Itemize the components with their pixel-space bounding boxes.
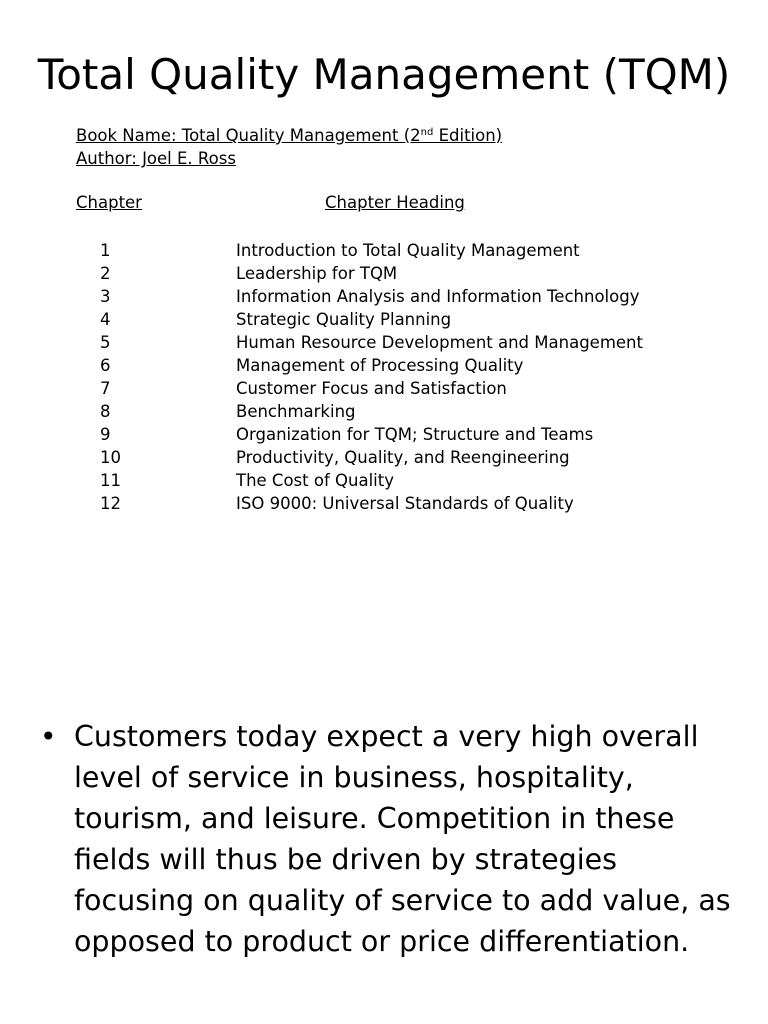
chapter-row xyxy=(0,331,768,354)
chapter-number: 4 xyxy=(100,310,111,329)
book-name-suffix: Edition) xyxy=(433,126,503,145)
chapter-row xyxy=(0,423,768,446)
chapter-number: 11 xyxy=(100,471,121,490)
book-info xyxy=(76,124,502,170)
chapter-number: 2 xyxy=(100,264,111,283)
chapter-title: Customer Focus and Satisfaction xyxy=(236,379,507,398)
chapter-title: Information Analysis and Information Technology xyxy=(236,287,640,306)
book-name-prefix: Book Name: Total Quality Management (2 xyxy=(76,126,421,145)
chapter-row xyxy=(0,377,768,400)
chapter-number: 6 xyxy=(100,356,111,375)
chapter-title: Management of Processing Quality xyxy=(236,356,524,375)
book-author: Author: Joel E. Ross xyxy=(76,149,236,168)
book-name xyxy=(76,124,502,147)
bullet-text: Customers today expect a very high overall level of service in business, hospitality, tourism, and leisure. Competition in these fields will thus be driven by strategies focusing on quality of service to add value, as opposed to product or price differentiation. xyxy=(74,720,731,958)
bullet-icon: • xyxy=(40,720,57,753)
chapter-title: Leadership for TQM xyxy=(236,264,398,283)
chapter-number: 9 xyxy=(100,425,111,444)
chapter-number: 3 xyxy=(100,287,111,306)
chapter-row xyxy=(0,492,768,515)
chapter-heading-column-header: Chapter Heading xyxy=(325,193,465,212)
chapter-title: ISO 9000: Universal Standards of Quality xyxy=(236,494,574,513)
chapter-row xyxy=(0,262,768,285)
chapter-number: 1 xyxy=(100,241,111,260)
chapter-column-header: Chapter xyxy=(76,193,142,212)
chapter-title: Benchmarking xyxy=(236,402,356,421)
chapter-row xyxy=(0,354,768,377)
chapter-number: 10 xyxy=(100,448,121,467)
chapter-row xyxy=(0,446,768,469)
chapter-title: The Cost of Quality xyxy=(236,471,394,490)
bullet-point xyxy=(40,716,740,962)
chapter-title: Human Resource Development and Management xyxy=(236,333,643,352)
chapter-list xyxy=(0,239,768,515)
chapter-number: 5 xyxy=(100,333,111,352)
chapter-row xyxy=(0,239,768,262)
chapter-row xyxy=(0,285,768,308)
chapter-row xyxy=(0,469,768,492)
page-title: Total Quality Management (TQM) xyxy=(37,50,731,99)
chapter-row xyxy=(0,308,768,331)
chapter-row xyxy=(0,400,768,423)
chapter-number: 8 xyxy=(100,402,111,421)
chapter-number: 7 xyxy=(100,379,111,398)
chapter-title: Organization for TQM; Structure and Teams xyxy=(236,425,594,444)
chapter-number: 12 xyxy=(100,494,121,513)
chapter-title: Productivity, Quality, and Reengineering xyxy=(236,448,570,467)
chapter-title: Strategic Quality Planning xyxy=(236,310,452,329)
book-name-superscript: nd xyxy=(420,127,434,138)
chapter-title: Introduction to Total Quality Management xyxy=(236,241,580,260)
